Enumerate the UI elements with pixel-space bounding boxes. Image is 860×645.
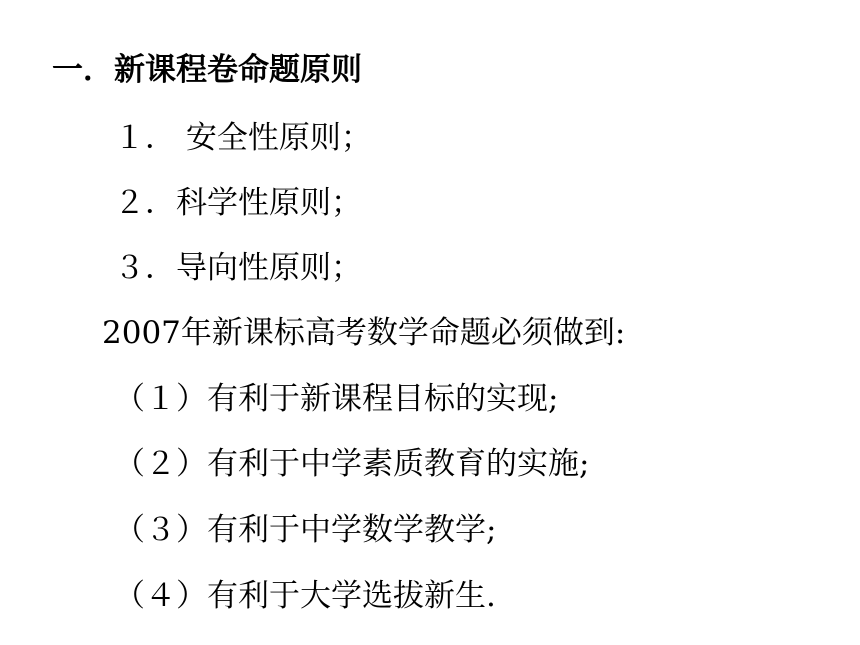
principle-item: １． 安全性原则； — [114, 120, 372, 156]
requirement-item: （３）有利于中学数学教学; — [114, 512, 497, 548]
section-heading: 一．新课程卷命题原则 — [52, 52, 362, 88]
principle-item: ３．导向性原则； — [114, 250, 362, 286]
requirement-item: （１）有利于新课程目标的实现; — [114, 381, 559, 417]
requirement-item: （４）有利于大学选拔新生. — [114, 578, 496, 614]
requirement-item: （２）有利于中学素质教育的实施; — [114, 446, 590, 482]
principle-item: ２．科学性原则； — [114, 185, 362, 221]
requirement-intro: 2007年新课标高考数学命题必须做到: — [102, 315, 626, 351]
